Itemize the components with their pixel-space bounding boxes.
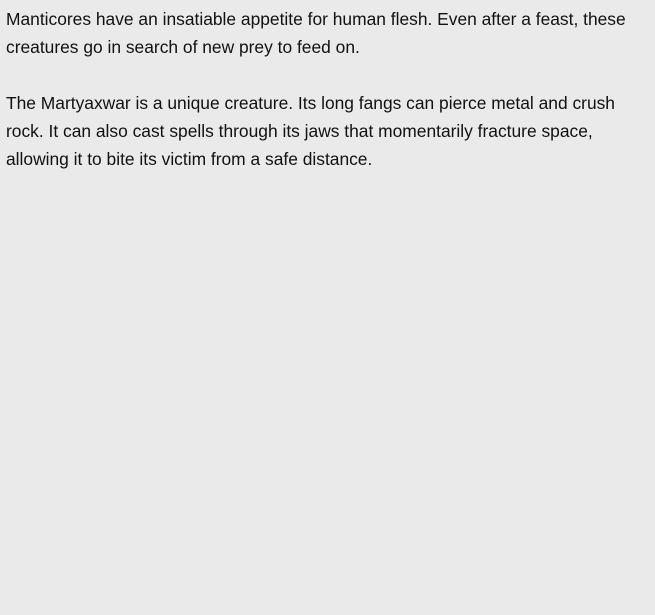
text-content (6, 5, 651, 173)
paragraph-manticores: Manticores have an insatiable appetite for human flesh. Even after a feast, these creatures go in search of new prey to feed on. (6, 9, 626, 57)
paragraph-martyaxwar: The Martyaxwar is a unique creature. Its long fangs can pierce metal and crush rock. It can also cast spells through its jaws that momentarily fracture space, allowing it to bite its victim from a safe distance. (6, 93, 615, 169)
